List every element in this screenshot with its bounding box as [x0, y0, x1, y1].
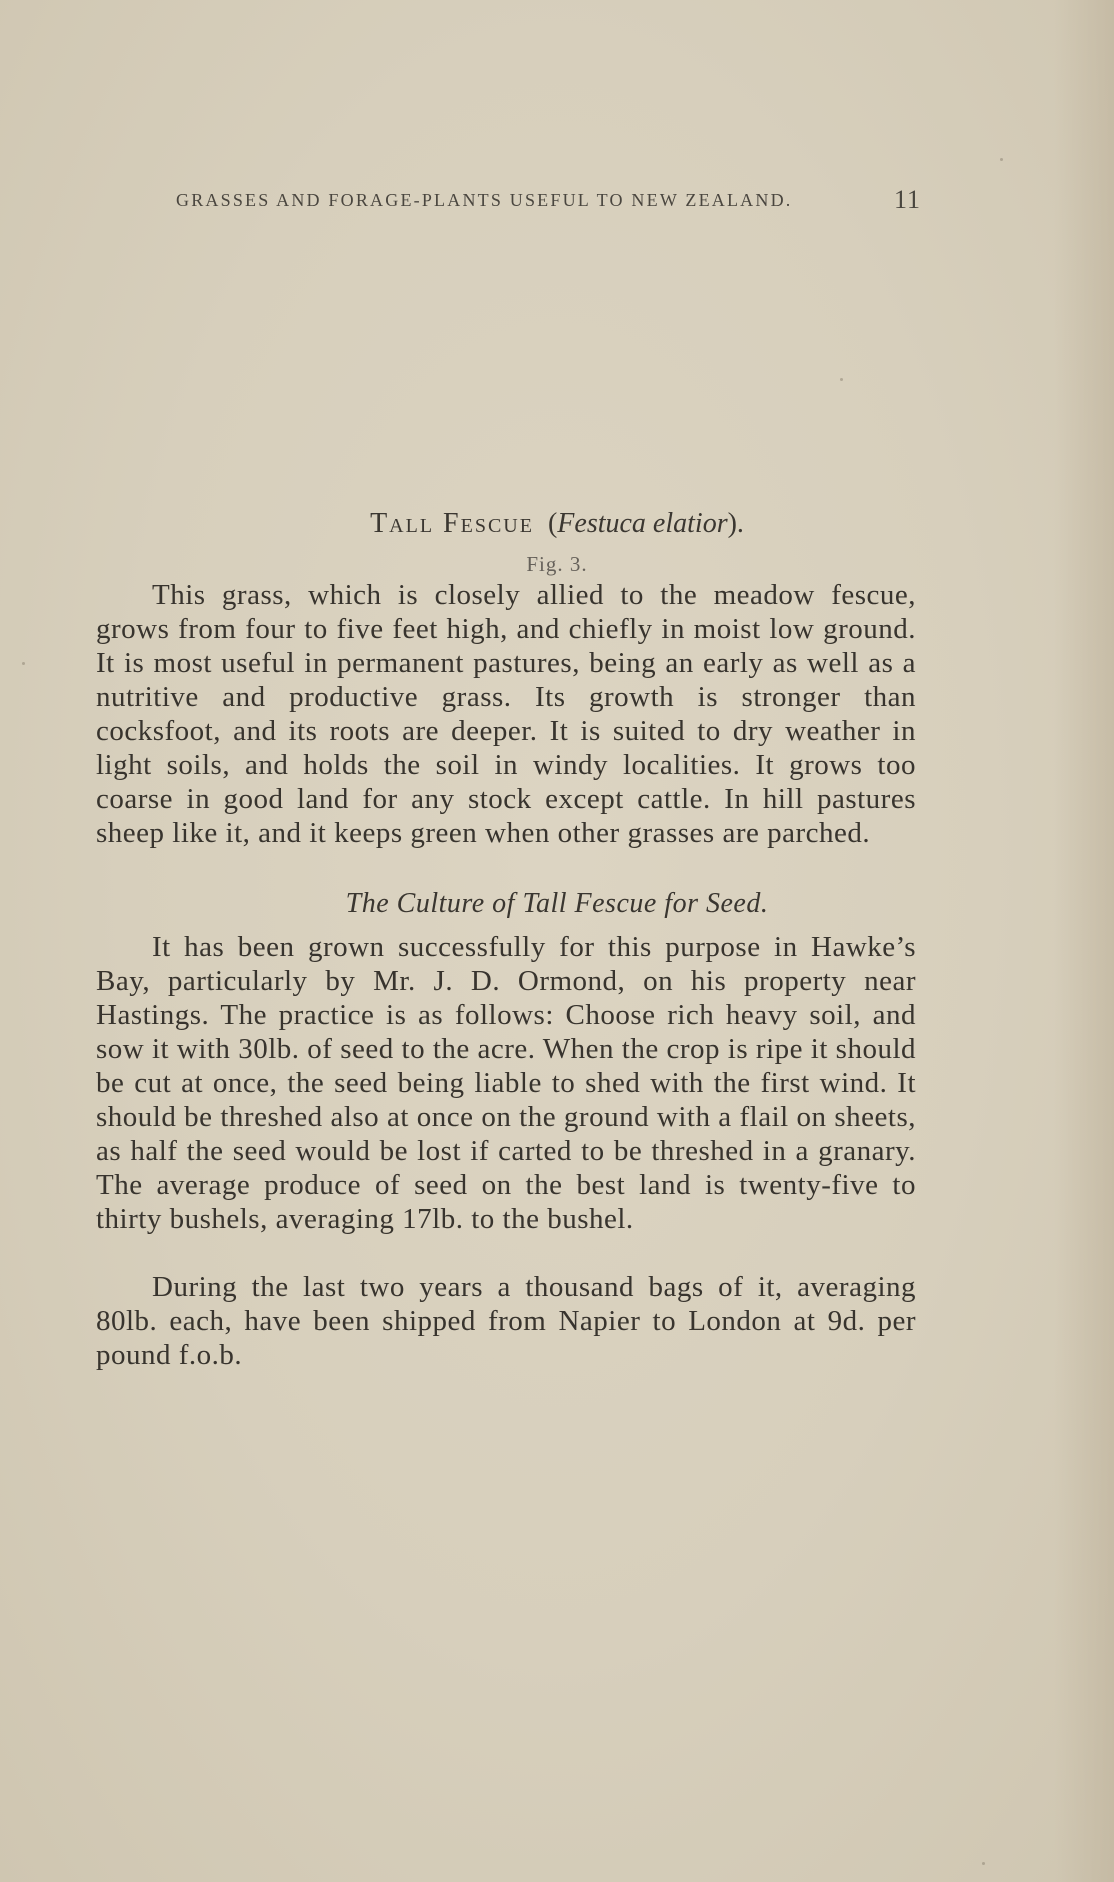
subsection-body [96, 930, 916, 1236]
section-heading [0, 508, 1114, 540]
section-heading-common-name: Tall Fescue [370, 508, 534, 539]
paper-speck [840, 378, 843, 381]
figure-label: Fig. 3. [526, 552, 588, 576]
subsection-body-continued [96, 1270, 916, 1372]
running-head-title: GRASSES AND FORAGE-PLANTS USEFUL TO NEW ZEALAND. [176, 190, 793, 210]
paragraph: During the last two years a thousand bags of it, averaging 80lb. each, have been shipped from Napier to London at 9d. per pound f.o.b. [96, 1271, 916, 1371]
paper-speck [22, 662, 25, 665]
page-number: 11 [894, 185, 922, 214]
paper-speck [1000, 158, 1003, 161]
heading-paren-open: ( [540, 508, 558, 539]
paragraph: This grass, which is closely allied to the meadow fescue, grows from four to five feet high, and chiefly in moist low ground. It is most useful in permanent pastures, being an early as well as a nutritive and productive grass. Its growth is stronger than cocksfoot, and its roots are deeper. It is suited to dry weather in light soils, and holds the soil in windy localities. It grows too coarse in good land for any stock except cattle. In hill pastures sheep like it, and it keeps green when other grasses are parched. [96, 579, 916, 849]
section-body [96, 578, 916, 850]
paper-speck [982, 1862, 985, 1865]
section-heading-latin-name: Festuca elatior [557, 508, 728, 539]
paragraph: It has been grown successfully for this purpose in Hawke’s Bay, particularly by Mr. J. D. Ormond, on his property near Hastings. The practice is as follows: Choose rich heavy soil, and sow it with 30lb. of seed to the acre. When the crop is ripe it should be cut at once, the seed being liable to shed with the first wind. It should be threshed also at once on the ground with a flail on sheets, as half the seed would be lost if carted to be threshed in a granary. The average produce of seed on the best land is twenty-five to thirty bushels, averaging 17lb. to the bushel. [96, 931, 916, 1235]
heading-paren-close: ). [727, 508, 744, 539]
subsection-heading: The Culture of Tall Fescue for Seed. [345, 888, 769, 919]
